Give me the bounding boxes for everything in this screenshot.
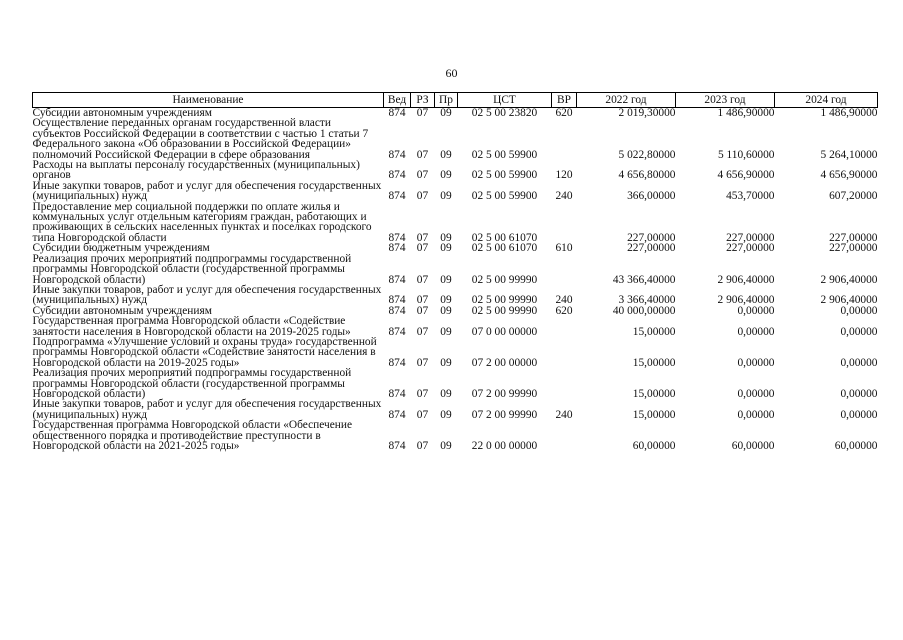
row-ved: 874 — [388, 325, 406, 338]
row-name: Государственная программа Новгородской области «Обеспечение общественного порядка и противодействие преступности в Новгородской области на 2021-2025 годы» — [32, 419, 353, 452]
table-row — [33, 420, 878, 451]
row-rz: 07 — [416, 148, 429, 161]
row-rz: 07 — [416, 273, 429, 286]
header-ved: Вед — [384, 93, 411, 108]
row-amount-2024: 607,20000 — [829, 190, 878, 203]
row-name: Предоставление мер социальной поддержки по оплате жилья и коммунальных услуг отдельным категориям граждан, работающих и проживающих в сельских населенных пунктах и поселках городского типа Новгородской области — [32, 200, 372, 244]
row-amount-2024: 227,00000 — [829, 231, 878, 244]
row-name: Реализация прочих мероприятий подпрограммы государственной программы Новгородской области (государственной программы Новгородской области) — [32, 367, 352, 400]
row-amount-2024: 5 264,10000 — [820, 148, 878, 161]
row-pr: 09 — [440, 169, 452, 182]
row-vr — [552, 420, 577, 451]
row-ved: 874 — [388, 169, 406, 182]
row-amount-2023: 227,00000 — [726, 231, 775, 244]
row-ved: 874 — [388, 190, 406, 203]
row-amount-2022: 366,00000 — [627, 190, 676, 203]
row-amount-2024: 0,00000 — [840, 325, 878, 338]
row-amount-2023: 60,00000 — [731, 440, 775, 452]
row-name: Государственная программа Новгородской области «Содействие занятости населения в Новгородской области на 2019-2025 годы» — [32, 315, 351, 338]
row-ved: 874 — [388, 107, 406, 119]
row-rz: 07 — [416, 356, 429, 369]
page-number: 60 — [445, 66, 458, 80]
row-pr: 09 — [440, 387, 452, 400]
row-amount-2024: 0,00000 — [840, 387, 878, 400]
header-rz: РЗ — [411, 93, 435, 108]
row-amount-2023: 5 110,60000 — [717, 148, 775, 161]
row-cst: 02 5 00 99990 — [471, 304, 538, 317]
header-name: Наименование — [33, 93, 384, 108]
row-rz: 07 — [416, 387, 429, 400]
row-amount-2023: 227,00000 — [726, 242, 775, 255]
row-rz: 07 — [416, 408, 429, 421]
row-amount-2022: 15,00000 — [632, 408, 676, 421]
row-amount-2024: 2 906,40000 — [820, 294, 878, 307]
row-pr: 09 — [440, 356, 452, 369]
row-name: Субсидии бюджетным учреждениям — [32, 242, 210, 255]
table-row — [33, 160, 878, 181]
row-name: Подпрограмма «Улучшение условий и охраны труда» государственной программы Новгородской области «Содействие занятости населения в Новгородской области на 2019-2025 годы» — [32, 335, 377, 369]
row-amount-2024: 0,00000 — [840, 304, 878, 317]
table-row — [33, 337, 878, 368]
row-amount-2024: 227,00000 — [829, 242, 878, 255]
row-amount-2022: 4 656,80000 — [618, 169, 676, 182]
row-name: Расходы на выплаты персоналу государственных (муниципальных) органов — [32, 159, 360, 182]
row-amount-2022: 40 000,00000 — [612, 304, 676, 317]
row-pr: 09 — [440, 107, 452, 119]
row-cst: 07 2 00 99990 — [471, 387, 538, 400]
row-amount-2022: 2 019,30000 — [618, 107, 676, 119]
table-row — [33, 368, 878, 399]
row-ved: 874 — [388, 242, 406, 255]
table-row — [33, 316, 878, 337]
row-pr: 09 — [440, 408, 452, 421]
row-amount-2022: 3 366,40000 — [618, 294, 676, 307]
row-amount-2024: 0,00000 — [840, 408, 878, 421]
row-rz: 07 — [416, 325, 429, 338]
row-cst: 02 5 00 59900 — [471, 190, 538, 203]
header-2024: 2024 год — [775, 93, 878, 108]
row-pr: 09 — [440, 231, 452, 244]
row-ved: 874 — [388, 294, 406, 307]
row-rz: 07 — [416, 304, 429, 317]
table-row — [33, 254, 878, 285]
row-pr: 09 — [440, 304, 452, 317]
row-rz: 07 — [416, 440, 429, 452]
row-ved: 874 — [388, 304, 406, 317]
table-row — [33, 118, 878, 160]
row-rz: 07 — [416, 242, 429, 255]
row-cst: 22 0 00 00000 — [471, 440, 538, 452]
table-header-row — [33, 93, 878, 108]
row-vr: 240 — [555, 294, 573, 307]
row-amount-2023: 1 486,90000 — [717, 107, 775, 119]
row-vr — [552, 254, 577, 285]
row-ved: 874 — [388, 273, 406, 286]
row-amount-2023: 453,70000 — [726, 190, 775, 203]
row-rz: 07 — [416, 169, 429, 182]
budget-table — [32, 92, 878, 451]
row-vr — [552, 337, 577, 368]
row-ved: 874 — [388, 408, 406, 421]
row-pr: 09 — [440, 242, 452, 255]
row-amount-2024: 60,00000 — [834, 440, 878, 452]
row-amount-2022: 227,00000 — [627, 231, 676, 244]
row-amount-2023: 4 656,90000 — [717, 169, 775, 182]
row-amount-2023: 0,00000 — [737, 356, 775, 369]
row-rz: 07 — [416, 107, 429, 119]
row-amount-2022: 60,00000 — [632, 440, 676, 452]
row-cst: 02 5 00 99990 — [471, 273, 538, 286]
row-amount-2023: 0,00000 — [737, 408, 775, 421]
header-2022: 2022 год — [577, 93, 676, 108]
row-cst: 07 2 00 99990 — [471, 408, 538, 421]
row-amount-2022: 5 022,80000 — [618, 148, 676, 161]
table-row — [33, 181, 878, 202]
row-amount-2023: 0,00000 — [737, 325, 775, 338]
row-cst: 02 5 00 99990 — [471, 294, 538, 307]
header-vr: ВР — [552, 93, 577, 108]
row-pr: 09 — [440, 148, 452, 161]
row-ved: 874 — [388, 231, 406, 244]
row-vr — [552, 316, 577, 337]
row-name: Реализация прочих мероприятий подпрограммы государственной программы Новгородской области (государственной программы Новгородской области) — [32, 252, 352, 286]
row-vr: 620 — [555, 107, 573, 119]
row-amount-2023: 2 906,40000 — [717, 294, 775, 307]
row-amount-2022: 15,00000 — [632, 356, 676, 369]
row-name: Иные закупки товаров, работ и услуг для обеспечения государственных (муниципальных) нужд — [32, 283, 382, 307]
row-amount-2024: 4 656,90000 — [820, 169, 878, 182]
row-name: Иные закупки товаров, работ и услуг для обеспечения государственных (муниципальных) нужд — [32, 398, 382, 421]
header-pr: Пр — [435, 93, 458, 108]
row-pr: 09 — [440, 273, 452, 286]
row-ved: 874 — [388, 387, 406, 400]
row-amount-2024: 2 906,40000 — [820, 273, 878, 286]
row-name: Субсидии автономным учреждениям — [32, 304, 212, 317]
row-amount-2022: 227,00000 — [627, 242, 676, 255]
row-pr: 09 — [440, 325, 452, 338]
row-amount-2023: 2 906,40000 — [717, 273, 775, 286]
row-ved: 874 — [388, 148, 406, 161]
row-amount-2022: 15,00000 — [632, 387, 676, 400]
row-rz: 07 — [416, 294, 429, 307]
row-vr: 240 — [555, 190, 573, 203]
row-ved: 874 — [388, 356, 406, 369]
row-amount-2023: 0,00000 — [737, 387, 775, 400]
row-cst: 02 5 00 23820 — [471, 107, 538, 119]
row-amount-2022: 43 366,40000 — [612, 273, 676, 286]
header-2023: 2023 год — [676, 93, 775, 108]
row-cst: 07 2 00 00000 — [471, 356, 538, 369]
row-vr — [552, 118, 577, 160]
header-cst: ЦСТ — [458, 93, 552, 108]
row-cst: 02 5 00 59900 — [471, 169, 538, 182]
row-name: Субсидии автономным учреждениям — [32, 107, 212, 119]
row-pr: 09 — [440, 190, 452, 203]
row-pr: 09 — [440, 294, 452, 307]
row-pr: 09 — [440, 440, 452, 452]
row-vr — [552, 202, 577, 244]
row-vr: 240 — [555, 408, 573, 421]
row-name: Осуществление переданных органам государственной власти субъектов Российской Федерации в соответствии с частью 1 статьи 7 Федерального закона «Об образовании в Российской Федерации» полномочий Российской Федерации в сфере образования — [32, 117, 369, 161]
row-amount-2024: 0,00000 — [840, 356, 878, 369]
row-vr: 120 — [555, 169, 573, 182]
row-amount-2023: 0,00000 — [737, 304, 775, 317]
row-cst: 02 5 00 61070 — [471, 231, 538, 244]
row-cst: 02 5 00 59900 — [471, 148, 538, 161]
table-row — [33, 399, 878, 420]
table-body — [33, 108, 878, 452]
row-vr — [552, 368, 577, 399]
row-rz: 07 — [416, 231, 429, 244]
row-cst: 07 0 00 00000 — [471, 325, 538, 338]
row-rz: 07 — [416, 190, 429, 203]
row-amount-2022: 15,00000 — [632, 325, 676, 338]
row-ved: 874 — [388, 440, 406, 452]
row-vr: 620 — [555, 304, 573, 317]
row-vr: 610 — [555, 242, 573, 255]
table-row — [33, 202, 878, 244]
table-row — [33, 285, 878, 306]
row-amount-2024: 1 486,90000 — [820, 107, 878, 119]
row-cst: 02 5 00 61070 — [471, 242, 538, 255]
row-name: Иные закупки товаров, работ и услуг для обеспечения государственных (муниципальных) нужд — [32, 179, 382, 203]
